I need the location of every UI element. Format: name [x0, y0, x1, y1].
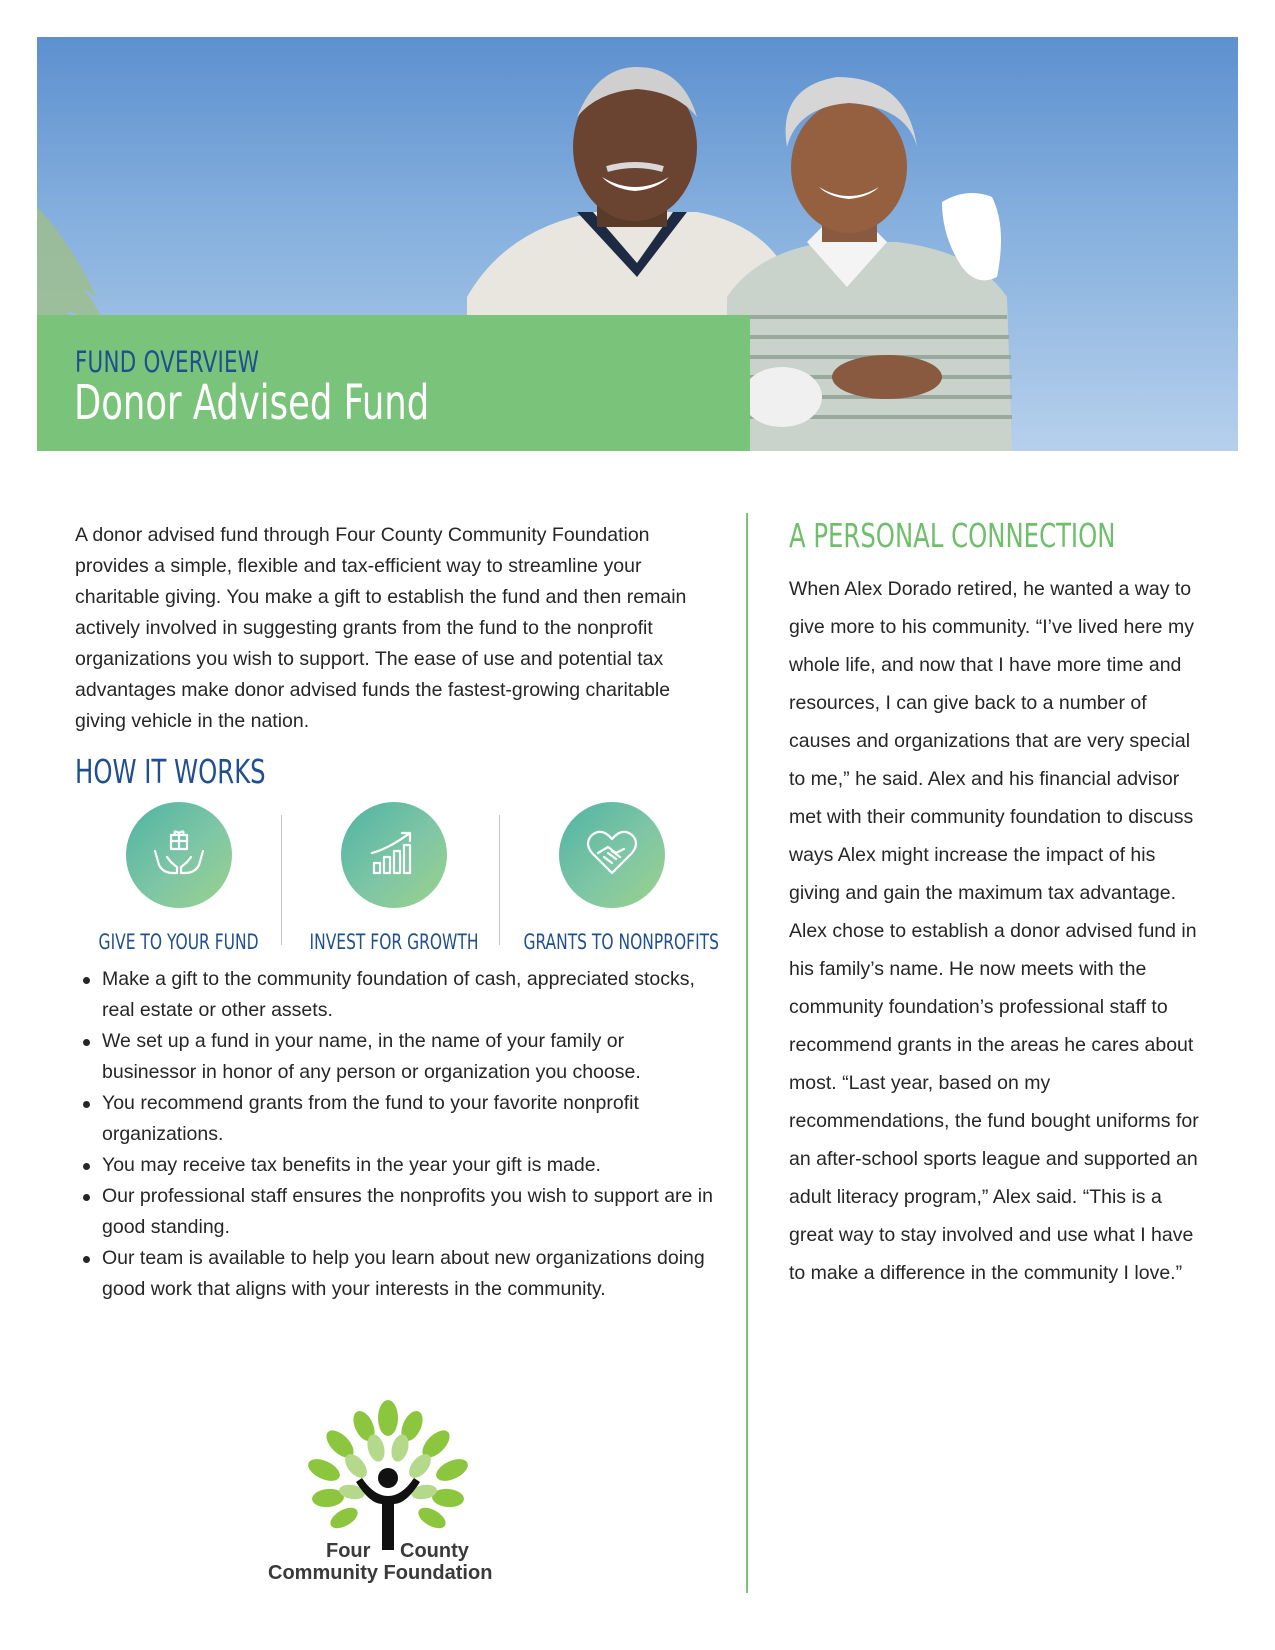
list-item: You recommend grants from the fund to your favorite nonprofit organizations.: [80, 1088, 720, 1150]
intro-paragraph: A donor advised fund through Four County Community Foundation provides a simple, flexible and tax-efficient way to streamline your charitable giving. You make a gift to establish the fund and then remain actively involved in suggesting grants from the fund to the nonprofit organizations you wish to support. The ease of use and potential tax advantages make donor advised funds the fastest-growing charitable giving vehicle in the nation.: [75, 524, 687, 732]
step-invest-for-growth: [284, 802, 504, 954]
step-label: INVEST FOR GROWTH: [309, 930, 479, 954]
step-label: GIVE TO YOUR FUND: [99, 930, 259, 954]
step-divider: [281, 815, 282, 945]
logo-text-county: County: [400, 1540, 469, 1562]
foundation-logo: [268, 1400, 508, 1600]
step-circle: [559, 802, 665, 908]
page-title: Donor Advised Fund: [74, 375, 430, 431]
list-item: You may receive tax benefits in the year your gift is made.: [80, 1150, 720, 1181]
list-item: Make a gift to the community foundation of cash, appreciated stocks, real estate or other assets.: [80, 964, 720, 1026]
title-banner: [37, 315, 750, 451]
step-label: GRANTS TO NONPROFITS: [523, 930, 719, 954]
growth-chart-icon: [364, 823, 424, 888]
column-divider: [746, 513, 748, 1593]
step-grants-to-nonprofits: [502, 802, 722, 954]
how-it-works-list: [80, 964, 720, 1305]
step-circle: [341, 802, 447, 908]
heart-handshake-icon: [582, 823, 642, 888]
logo-text-four: Four: [326, 1540, 371, 1562]
hands-gift-icon: [149, 823, 209, 888]
step-divider: [499, 815, 500, 945]
fund-overview-kicker: FUND OVERVIEW: [75, 345, 260, 379]
list-item: Our team is available to help you learn about new organizations doing good work that aligns with your interests in the community.: [80, 1243, 720, 1305]
personal-connection-heading: A PERSONAL CONNECTION: [789, 516, 1116, 555]
list-item: Our professional staff ensures the nonprofits you wish to support are in good standing.: [80, 1181, 720, 1243]
step-give-to-your-fund: [69, 802, 289, 954]
how-it-works-heading: HOW IT WORKS: [75, 752, 266, 791]
personal-story: When Alex Dorado retired, he wanted a way to give more to his community. “I’ve lived here my whole life, and now that I have more time and resources, I can give back to a number of causes and organizations that are very special to me,” he said. Alex and his financial advisor met with their community foundation to discuss ways Alex might increase the impact of his giving and gain the maximum tax advantage. Alex chose to establish a donor advised fund in his family’s name. He now meets with the community foundation’s professional staff to recommend grants in the areas he cares about most. “Last year, based on my recommendations, the fund bought uniforms for an after-school sports league and supported an adult literacy program,” Alex said. “This is a great way to stay involved and use what I have to make a difference in the community I love.”: [789, 578, 1199, 1284]
logo-text-community-foundation: Community Foundation: [268, 1562, 493, 1584]
list-item: We set up a fund in your name, in the name of your family or businessor in honor of any person or organization you choose.: [80, 1026, 720, 1088]
step-circle: [126, 802, 232, 908]
